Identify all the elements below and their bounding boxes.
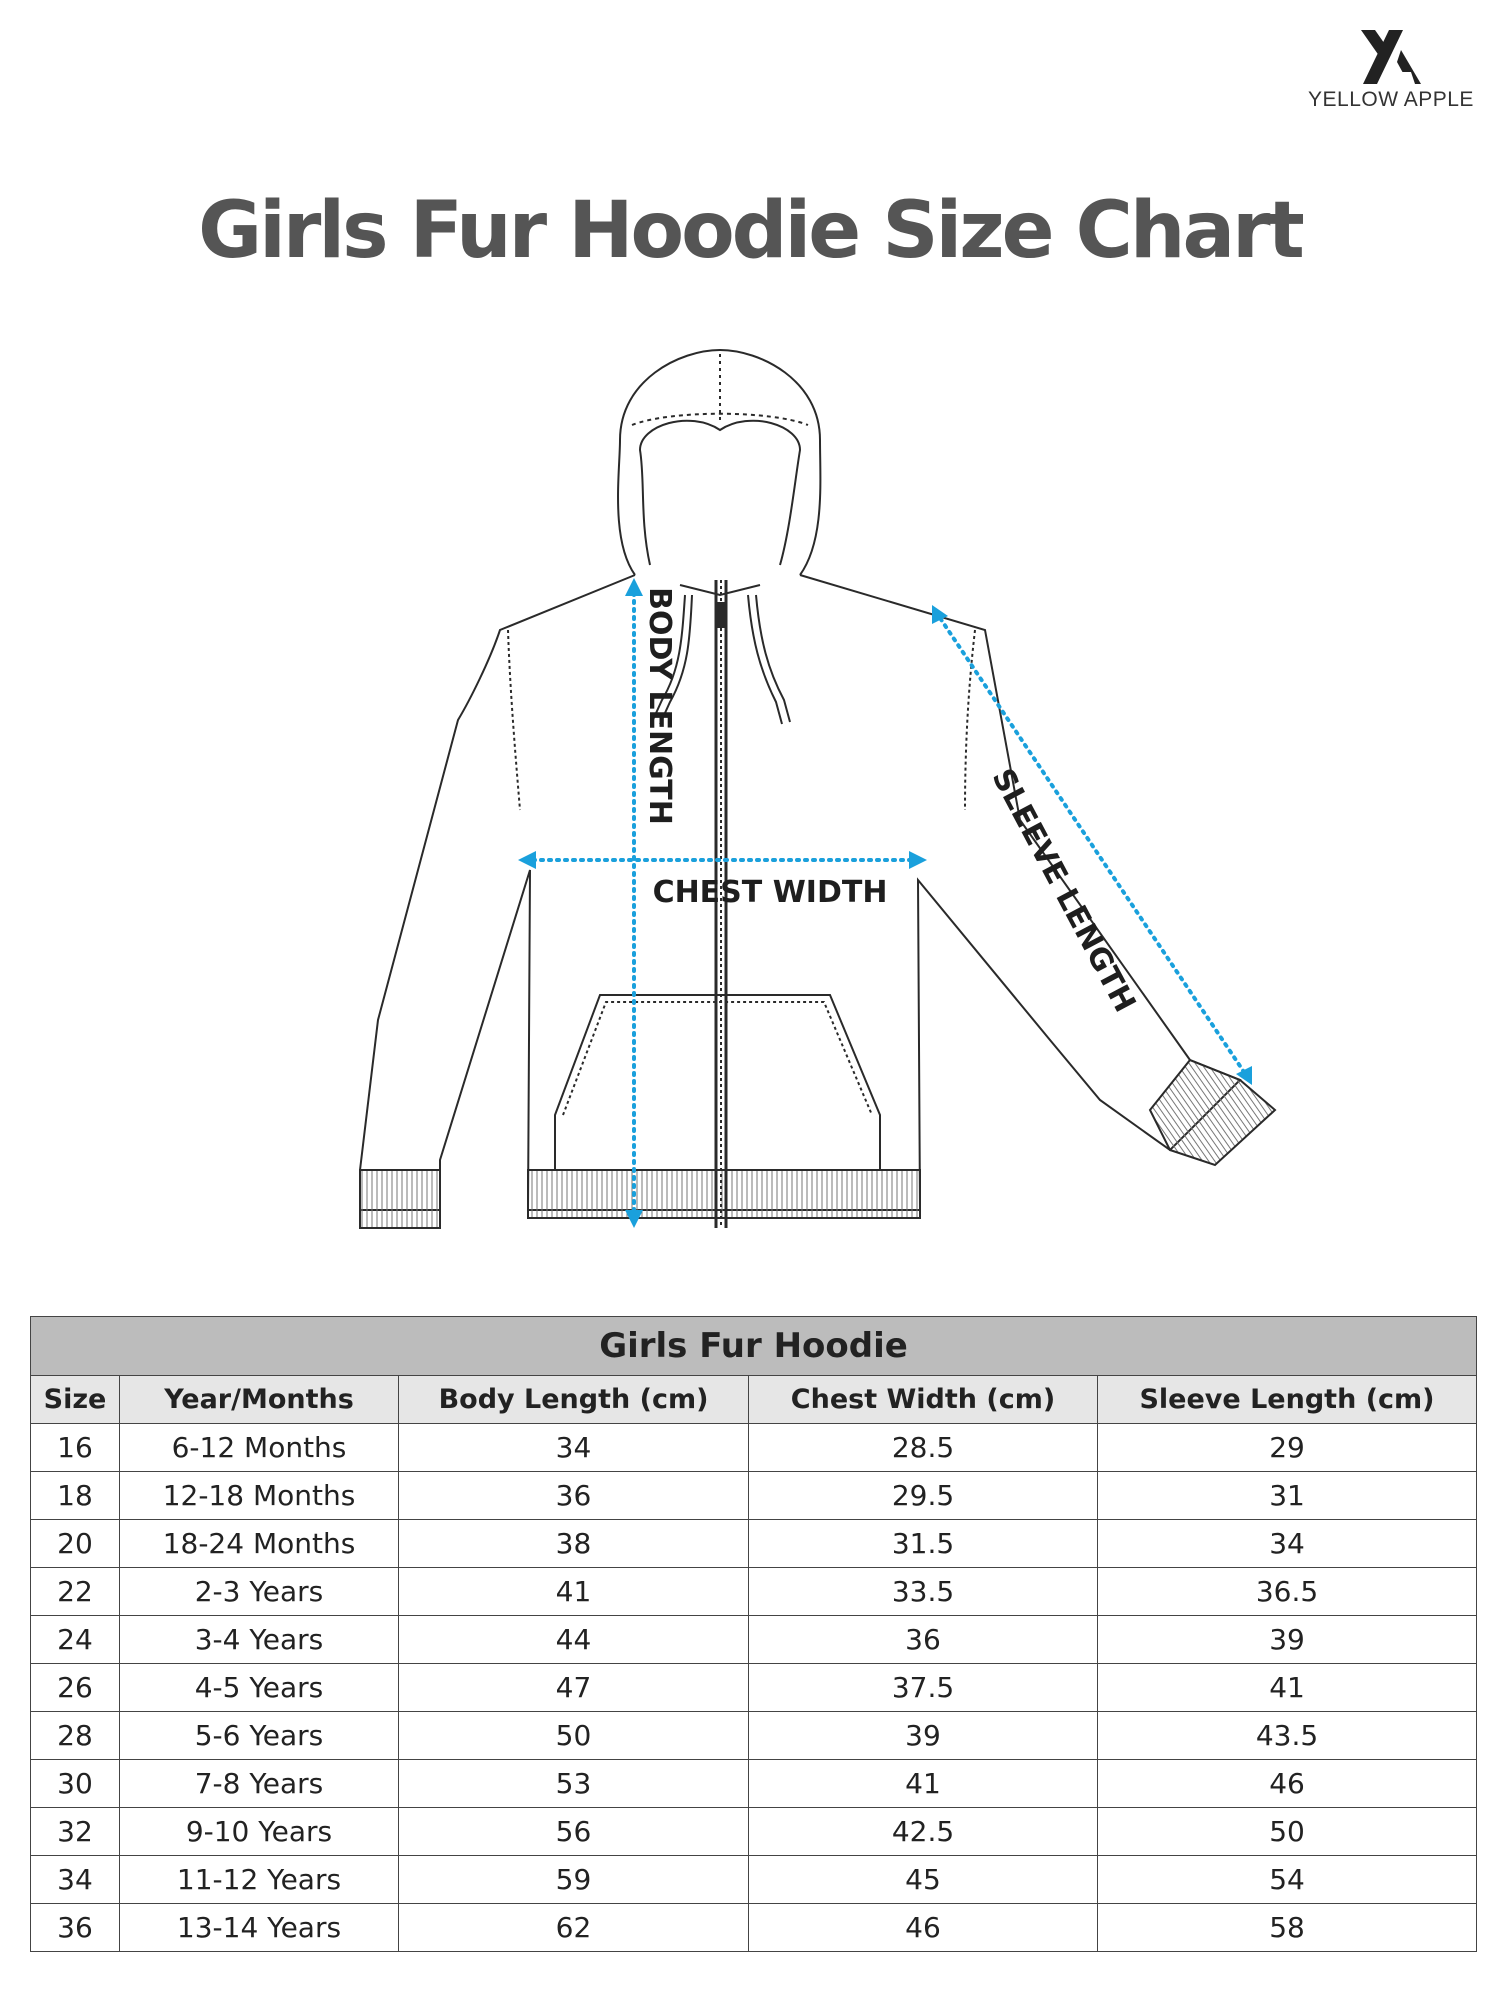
hoodie-outline	[360, 350, 1240, 1210]
brand-name: YELLOW APPLE	[1308, 88, 1474, 111]
size-cell: 36	[31, 1904, 120, 1952]
size-table-wrapper	[30, 1316, 1476, 1952]
size-cell: 22	[31, 1568, 120, 1616]
body-length-cell: 47	[399, 1664, 749, 1712]
size-cell: 16	[31, 1424, 120, 1472]
sleeve-length-cell: 31	[1098, 1472, 1477, 1520]
size-cell: 30	[31, 1760, 120, 1808]
column-header-year-months: Year/Months	[120, 1376, 399, 1424]
body-length-cell: 41	[399, 1568, 749, 1616]
table-row	[31, 1424, 1477, 1472]
age-cell: 7-8 Years	[120, 1760, 399, 1808]
sleeve-length-cell: 34	[1098, 1520, 1477, 1568]
age-cell: 4-5 Years	[120, 1664, 399, 1712]
column-header-size: Size	[31, 1376, 120, 1424]
ya-monogram-icon	[1359, 28, 1423, 86]
table-title: Girls Fur Hoodie	[31, 1317, 1477, 1376]
size-cell: 18	[31, 1472, 120, 1520]
sleeve-length-cell: 43.5	[1098, 1712, 1477, 1760]
table-row	[31, 1616, 1477, 1664]
table-row	[31, 1856, 1477, 1904]
chest-width-cell: 42.5	[749, 1808, 1098, 1856]
body-length-cell: 38	[399, 1520, 749, 1568]
chest-width-cell: 28.5	[749, 1424, 1098, 1472]
brand-logo	[1296, 28, 1486, 112]
age-cell: 5-6 Years	[120, 1712, 399, 1760]
body-length-cell: 34	[399, 1424, 749, 1472]
sleeve-length-cell: 46	[1098, 1760, 1477, 1808]
table-row	[31, 1904, 1477, 1952]
sleeve-length-arrow	[932, 605, 1252, 1085]
body-length-cell: 44	[399, 1616, 749, 1664]
column-header-sleeve-length: Sleeve Length (cm)	[1098, 1376, 1477, 1424]
sleeve-length-label: SLEEVE LENGTH	[984, 763, 1143, 1019]
sleeve-length-cell: 29	[1098, 1424, 1477, 1472]
chest-width-arrow	[518, 851, 927, 869]
hem-rib	[528, 1170, 920, 1218]
table-row	[31, 1568, 1477, 1616]
body-length-cell: 50	[399, 1712, 749, 1760]
body-length-cell: 59	[399, 1856, 749, 1904]
body-length-label: BODY LENGTH	[642, 587, 677, 825]
table-row	[31, 1472, 1477, 1520]
right-cuff-rib	[1150, 1060, 1275, 1165]
size-cell: 24	[31, 1616, 120, 1664]
sleeve-length-cell: 58	[1098, 1904, 1477, 1952]
size-cell: 28	[31, 1712, 120, 1760]
page-title: Girls Fur Hoodie Size Chart	[198, 186, 1302, 276]
chest-width-cell: 39	[749, 1712, 1098, 1760]
age-cell: 11-12 Years	[120, 1856, 399, 1904]
table-row	[31, 1760, 1477, 1808]
table-row	[31, 1520, 1477, 1568]
chest-width-cell: 29.5	[749, 1472, 1098, 1520]
age-cell: 12-18 Months	[120, 1472, 399, 1520]
size-cell: 26	[31, 1664, 120, 1712]
sleeve-length-cell: 36.5	[1098, 1568, 1477, 1616]
column-header-chest-width: Chest Width (cm)	[749, 1376, 1098, 1424]
chest-width-cell: 31.5	[749, 1520, 1098, 1568]
body-length-cell: 53	[399, 1760, 749, 1808]
size-cell: 20	[31, 1520, 120, 1568]
sleeve-length-cell: 39	[1098, 1616, 1477, 1664]
body-length-cell: 36	[399, 1472, 749, 1520]
age-cell: 2-3 Years	[120, 1568, 399, 1616]
age-cell: 9-10 Years	[120, 1808, 399, 1856]
chest-width-cell: 41	[749, 1760, 1098, 1808]
sleeve-length-cell: 50	[1098, 1808, 1477, 1856]
chest-width-cell: 37.5	[749, 1664, 1098, 1712]
age-cell: 6-12 Months	[120, 1424, 399, 1472]
age-cell: 13-14 Years	[120, 1904, 399, 1952]
hoodie-diagram	[320, 340, 1280, 1240]
body-length-cell: 56	[399, 1808, 749, 1856]
body-length-cell: 62	[399, 1904, 749, 1952]
size-cell: 32	[31, 1808, 120, 1856]
sleeve-length-cell: 54	[1098, 1856, 1477, 1904]
chest-width-cell: 36	[749, 1616, 1098, 1664]
chest-width-cell: 46	[749, 1904, 1098, 1952]
table-header-row	[31, 1376, 1477, 1424]
age-cell: 18-24 Months	[120, 1520, 399, 1568]
chest-width-label: CHEST WIDTH	[652, 875, 888, 910]
left-cuff-rib	[360, 1170, 440, 1228]
age-cell: 3-4 Years	[120, 1616, 399, 1664]
table-row	[31, 1664, 1477, 1712]
chest-width-cell: 33.5	[749, 1568, 1098, 1616]
size-cell: 34	[31, 1856, 120, 1904]
column-header-body-length: Body Length (cm)	[399, 1376, 749, 1424]
sleeve-length-cell: 41	[1098, 1664, 1477, 1712]
size-table	[30, 1316, 1477, 1952]
table-row	[31, 1712, 1477, 1760]
chest-width-cell: 45	[749, 1856, 1098, 1904]
table-row	[31, 1808, 1477, 1856]
